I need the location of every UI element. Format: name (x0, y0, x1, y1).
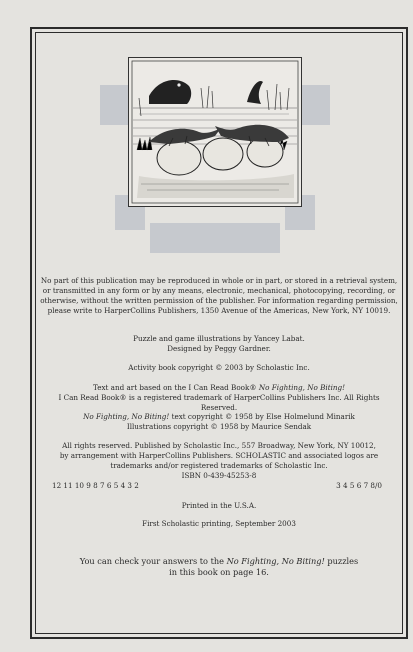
design-credit: Designed by Peggy Gardner. (167, 344, 271, 353)
answers-pre: You can check your answers to the (79, 556, 224, 566)
trademark-notice: I Can Read Book® is a registered trademark of HarperCollins Publishers Inc. All Rights Reserved. (58, 393, 380, 412)
rights-line-2: by arrangement with HarperCollins Publishers. SCHOLASTIC and associated logos are (59, 451, 379, 460)
book-title: No Fighting, No Biting! (83, 412, 170, 421)
printing-line-right: 3 4 5 6 7 8/0 (336, 481, 382, 490)
answers-book-title: No Fighting, No Biting! (226, 556, 325, 566)
rights-line-3: trademarks and/or registered trademarks of Scholastic Inc. (110, 461, 328, 470)
activity-copyright: Activity book copyright © 2003 by Scholastic Inc. (128, 363, 310, 372)
first-printing: First Scholastic printing, September 2003 (142, 519, 296, 528)
answers-note (40, 556, 398, 578)
illustrations-copyright: Illustrations copyright © 1958 by Maurice Sendak (126, 422, 312, 431)
text-copyright-rest: text copyright © 1958 by Else Holmelund Minarik (171, 412, 355, 421)
isbn: ISBN 0-439-45253-8 (181, 471, 257, 480)
rights-line-1: All rights reserved. Published by Scholastic Inc., 557 Broadway, New York, NY 10012, (62, 441, 376, 450)
printing-line-left: 12 11 10 9 8 7 6 5 4 3 2 (52, 481, 139, 490)
answers-page-ref: in this book on page 16. (169, 567, 269, 577)
text-copyright (40, 412, 398, 422)
answers-post: puzzles (327, 556, 359, 566)
printed-in: Printed in the U.S.A. (181, 501, 257, 510)
puzzle-credit: Puzzle and game illustrations by Yancey Labat. (133, 334, 305, 343)
text-art-notice (40, 383, 398, 393)
text-art-prefix: Text and art based on the I Can Read Book® (92, 383, 257, 392)
alligator-illustration (128, 57, 302, 207)
book-title: No Fighting, No Biting! (258, 383, 346, 392)
permissions-notice: No part of this publication may be reproduced in whole or in part, or stored in a retrieval system, or transmitted in any form or by any means, electronic, mechanical, photocopying, recording, or otherwise, without the written permission of the publisher. For information regarding permission, please write to HarperCollins Publishers, 1350 Avenue of the Americas, New York, NY 10019. (40, 276, 398, 315)
